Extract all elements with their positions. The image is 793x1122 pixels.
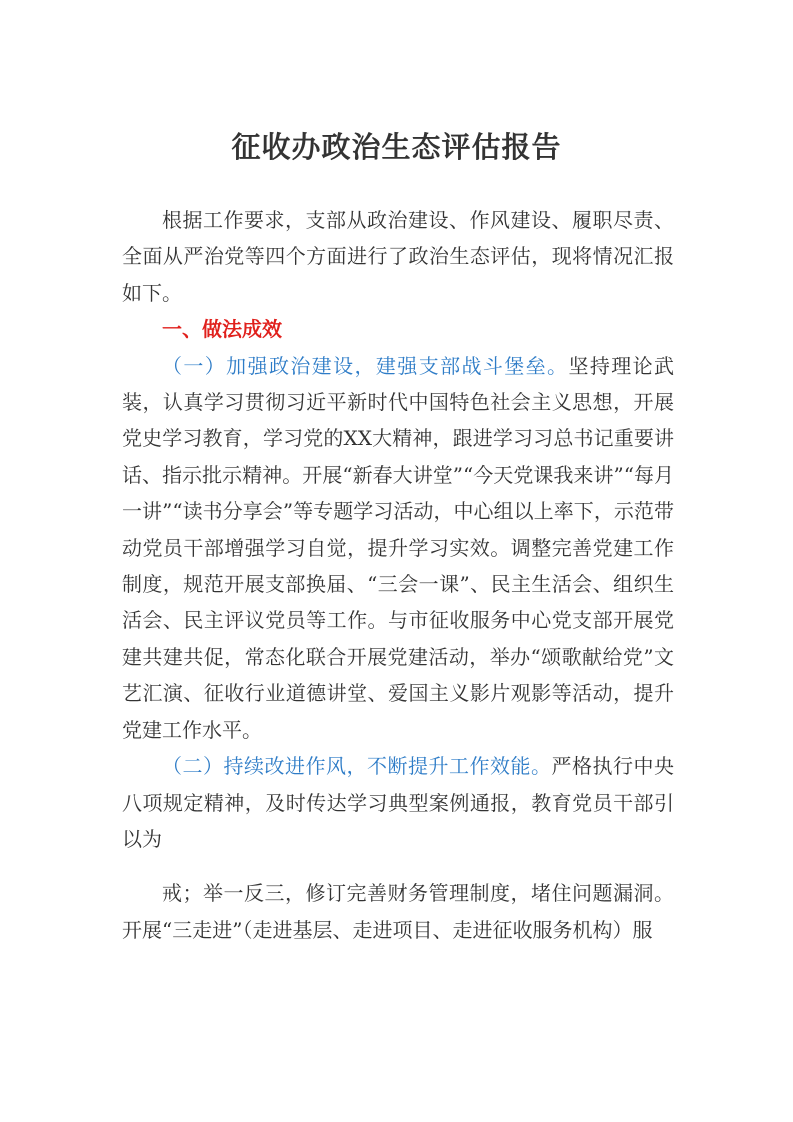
subsection-2-paragraph	[122, 748, 674, 857]
paragraph-gap	[122, 857, 674, 875]
document-body	[122, 202, 674, 948]
subsection-1-text: 坚持理论武装，认真学习贯彻习近平新时代中国特色社会主义思想，开展党史学习教育，学习党的XX大精神，跟进学习习总书记重要讲话、指示批示精神。开展“新春大讲堂”“今天党课我来讲”“每月一讲”“读书分享会”等专题学习活动，中心组以上率下，示范带动党员干部增强学习自觉，提升学习实效。调整完善党建工作制度，规范开展支部换届、“三会一课”、民主生活会、组织生活会、民主评议党员等工作。与市征收服务中心党支部开展党建共建共促，常态化联合开展党建活动，举办“颂歌献给党”文艺汇演、征收行业道德讲堂、爱国主义影片观影等活动，提升党建工作水平。	[122, 353, 675, 742]
intro-paragraph: 根据工作要求，支部从政治建设、作风建设、履职尽责、全面从严治党等四个方面进行了政治生态评估，现将情况汇报如下。	[122, 208, 674, 305]
subsection-1-paragraph	[122, 348, 674, 748]
continuation-paragraph: 戒；举一反三，修订完善财务管理制度，堵住问题漏洞。开展“三走进”（走进基层、走进项目、走进征收服务机构）服	[122, 881, 674, 942]
section-heading: 一、做法成效	[162, 317, 282, 342]
document-title: 征收办政治生态评估报告	[231, 130, 562, 164]
subsection-1-heading: （一）加强政治建设，建强支部战斗堡垒。	[162, 353, 569, 378]
subsection-2-text: 严格执行中央八项规定精神，及时传达学习典型案例通报，教育党员干部引以为	[122, 754, 674, 851]
subsection-2-heading: （二）持续改进作风，不断提升工作效能。	[162, 754, 552, 779]
